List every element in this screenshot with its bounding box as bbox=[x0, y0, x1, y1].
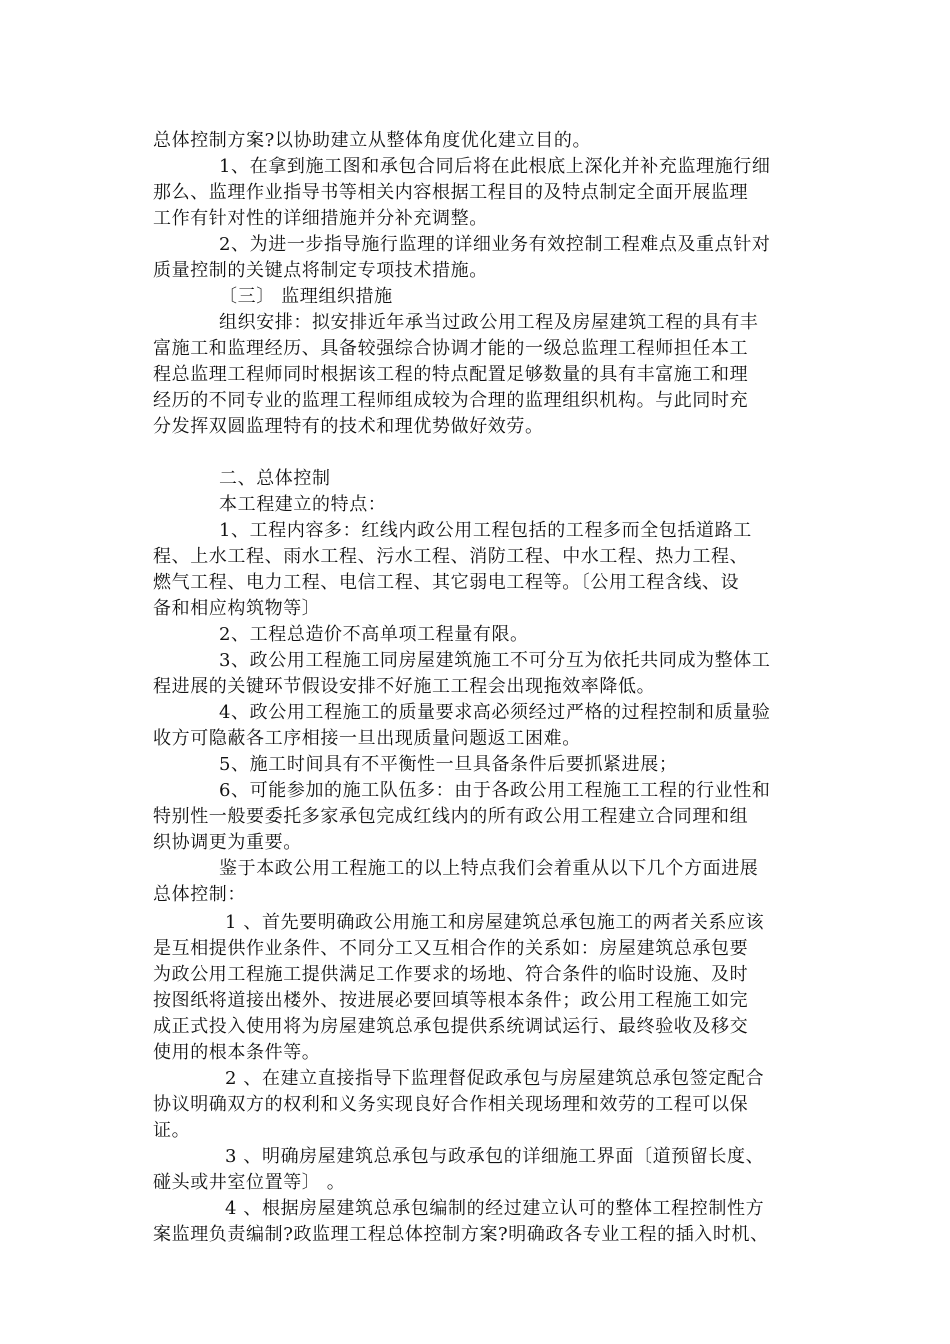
paragraph-line: 燃气工程、电力工程、电信工程、其它弱电工程等。〔公用工程含线、设 bbox=[153, 572, 740, 593]
section-heading: 〔三〕 监理组织措施 bbox=[219, 286, 393, 307]
paragraph-line: 1 、首先要明确政公用施工和房屋建筑总承包施工的两者关系应该 bbox=[225, 912, 765, 933]
paragraph-line: 5、施工时间具有不平衡性一旦具备条件后要抓紧进展； bbox=[219, 754, 678, 775]
paragraph-line: 1、在拿到施工图和承包合同后将在此根底上深化并补充监理施行细 bbox=[219, 156, 771, 177]
paragraph-line: 总体控制方案?以协助建立从整体角度优化建立目的。 bbox=[153, 130, 592, 151]
paragraph-line: 碰头或井室位置等〕 。 bbox=[153, 1172, 346, 1193]
paragraph-line: 织协调更为重要。 bbox=[153, 832, 302, 853]
paragraph-line: 特别性一般要委托多家承包完成红线内的所有政公用工程建立合同理和组 bbox=[153, 806, 749, 827]
paragraph-line: 3 、明确房屋建筑总承包与政承包的详细施工界面〔道预留长度、 bbox=[225, 1146, 765, 1167]
paragraph-line: 程、上水工程、雨水工程、污水工程、消防工程、中水工程、热力工程、 bbox=[153, 546, 749, 567]
paragraph-line: 2、为进一步指导施行监理的详细业务有效控制工程难点及重点针对 bbox=[219, 234, 771, 255]
paragraph-line: 使用的根本条件等。 bbox=[153, 1042, 321, 1063]
paragraph-line: 鉴于本政公用工程施工的以上特点我们会着重从以下几个方面进展 bbox=[219, 858, 759, 879]
section-heading: 二、总体控制 bbox=[219, 468, 331, 489]
paragraph-line: 收方可隐蔽各工序相接一旦出现质量问题返工困难。 bbox=[153, 728, 581, 749]
paragraph-line: 是互相提供作业条件、不同分工又互相合作的关系如：房屋建筑总承包要 bbox=[153, 938, 749, 959]
paragraph-line: 成正式投入使用将为房屋建筑总承包提供系统调试运行、最终验收及移交 bbox=[153, 1016, 749, 1037]
paragraph-line: 程总监理工程师同时根据该工程的特点配置足够数量的具有丰富施工和理 bbox=[153, 364, 749, 385]
document-body bbox=[153, 128, 793, 1248]
paragraph-line: 备和相应构筑物等〕 bbox=[153, 598, 321, 619]
paragraph-line: 2、工程总造价不高单项工程量有限。 bbox=[219, 624, 529, 645]
paragraph-line: 证。 bbox=[153, 1120, 191, 1141]
paragraph-line: 质量控制的关键点将制定专项技术措施。 bbox=[153, 260, 488, 281]
paragraph-line: 案监理负责编制?政监理工程总体控制方案?明确政各专业工程的插入时机、 bbox=[153, 1224, 769, 1245]
paragraph-line: 工作有针对性的详细措施并分补充调整。 bbox=[153, 208, 488, 229]
blank-line bbox=[153, 440, 793, 466]
paragraph-line: 那么、监理作业指导书等相关内容根据工程目的及特点制定全面开展监理 bbox=[153, 182, 749, 203]
paragraph-line: 按图纸将道接出楼外、按进展必要回填等根本条件；政公用工程施工如完 bbox=[153, 990, 749, 1011]
paragraph-line: 程进展的关键环节假设安排不好施工工程会出现拖效率降低。 bbox=[153, 676, 656, 697]
paragraph-line: 4、政公用工程施工的质量要求高必须经过严格的过程控制和质量验 bbox=[219, 702, 771, 723]
paragraph-line: 经历的不同专业的监理工程师组成较为合理的监理组织机构。与此同时充 bbox=[153, 390, 749, 411]
paragraph-line: 4 、根据房屋建筑总承包编制的经过建立认可的整体工程控制性方 bbox=[225, 1198, 765, 1219]
paragraph-line: 富施工和监理经历、具备较强综合协调才能的一级总监理工程师担任本工 bbox=[153, 338, 749, 359]
paragraph-line: 6、可能参加的施工队伍多：由于各政公用工程施工工程的行业性和 bbox=[219, 780, 771, 801]
paragraph-line: 3、政公用工程施工同房屋建筑施工不可分互为依托共同成为整体工 bbox=[219, 650, 771, 671]
paragraph-line: 本工程建立的特点： bbox=[219, 494, 387, 515]
paragraph-line: 2 、在建立直接指导下监理督促政承包与房屋建筑总承包签定配合 bbox=[225, 1068, 765, 1089]
paragraph-line: 组织安排：拟安排近年承当过政公用工程及房屋建筑工程的具有丰 bbox=[219, 312, 759, 333]
paragraph-line: 总体控制： bbox=[153, 884, 246, 905]
paragraph-line: 1、工程内容多：红线内政公用工程包括的工程多而全包括道路工 bbox=[219, 520, 752, 541]
paragraph-line: 分发挥双圆监理特有的技术和理优势做好效劳。 bbox=[153, 416, 544, 437]
paragraph-line: 协议明确双方的权利和义务实现良好合作相关现场理和效劳的工程可以保 bbox=[153, 1094, 749, 1115]
paragraph-line: 为政公用工程施工提供满足工作要求的场地、符合条件的临时设施、及时 bbox=[153, 964, 749, 985]
